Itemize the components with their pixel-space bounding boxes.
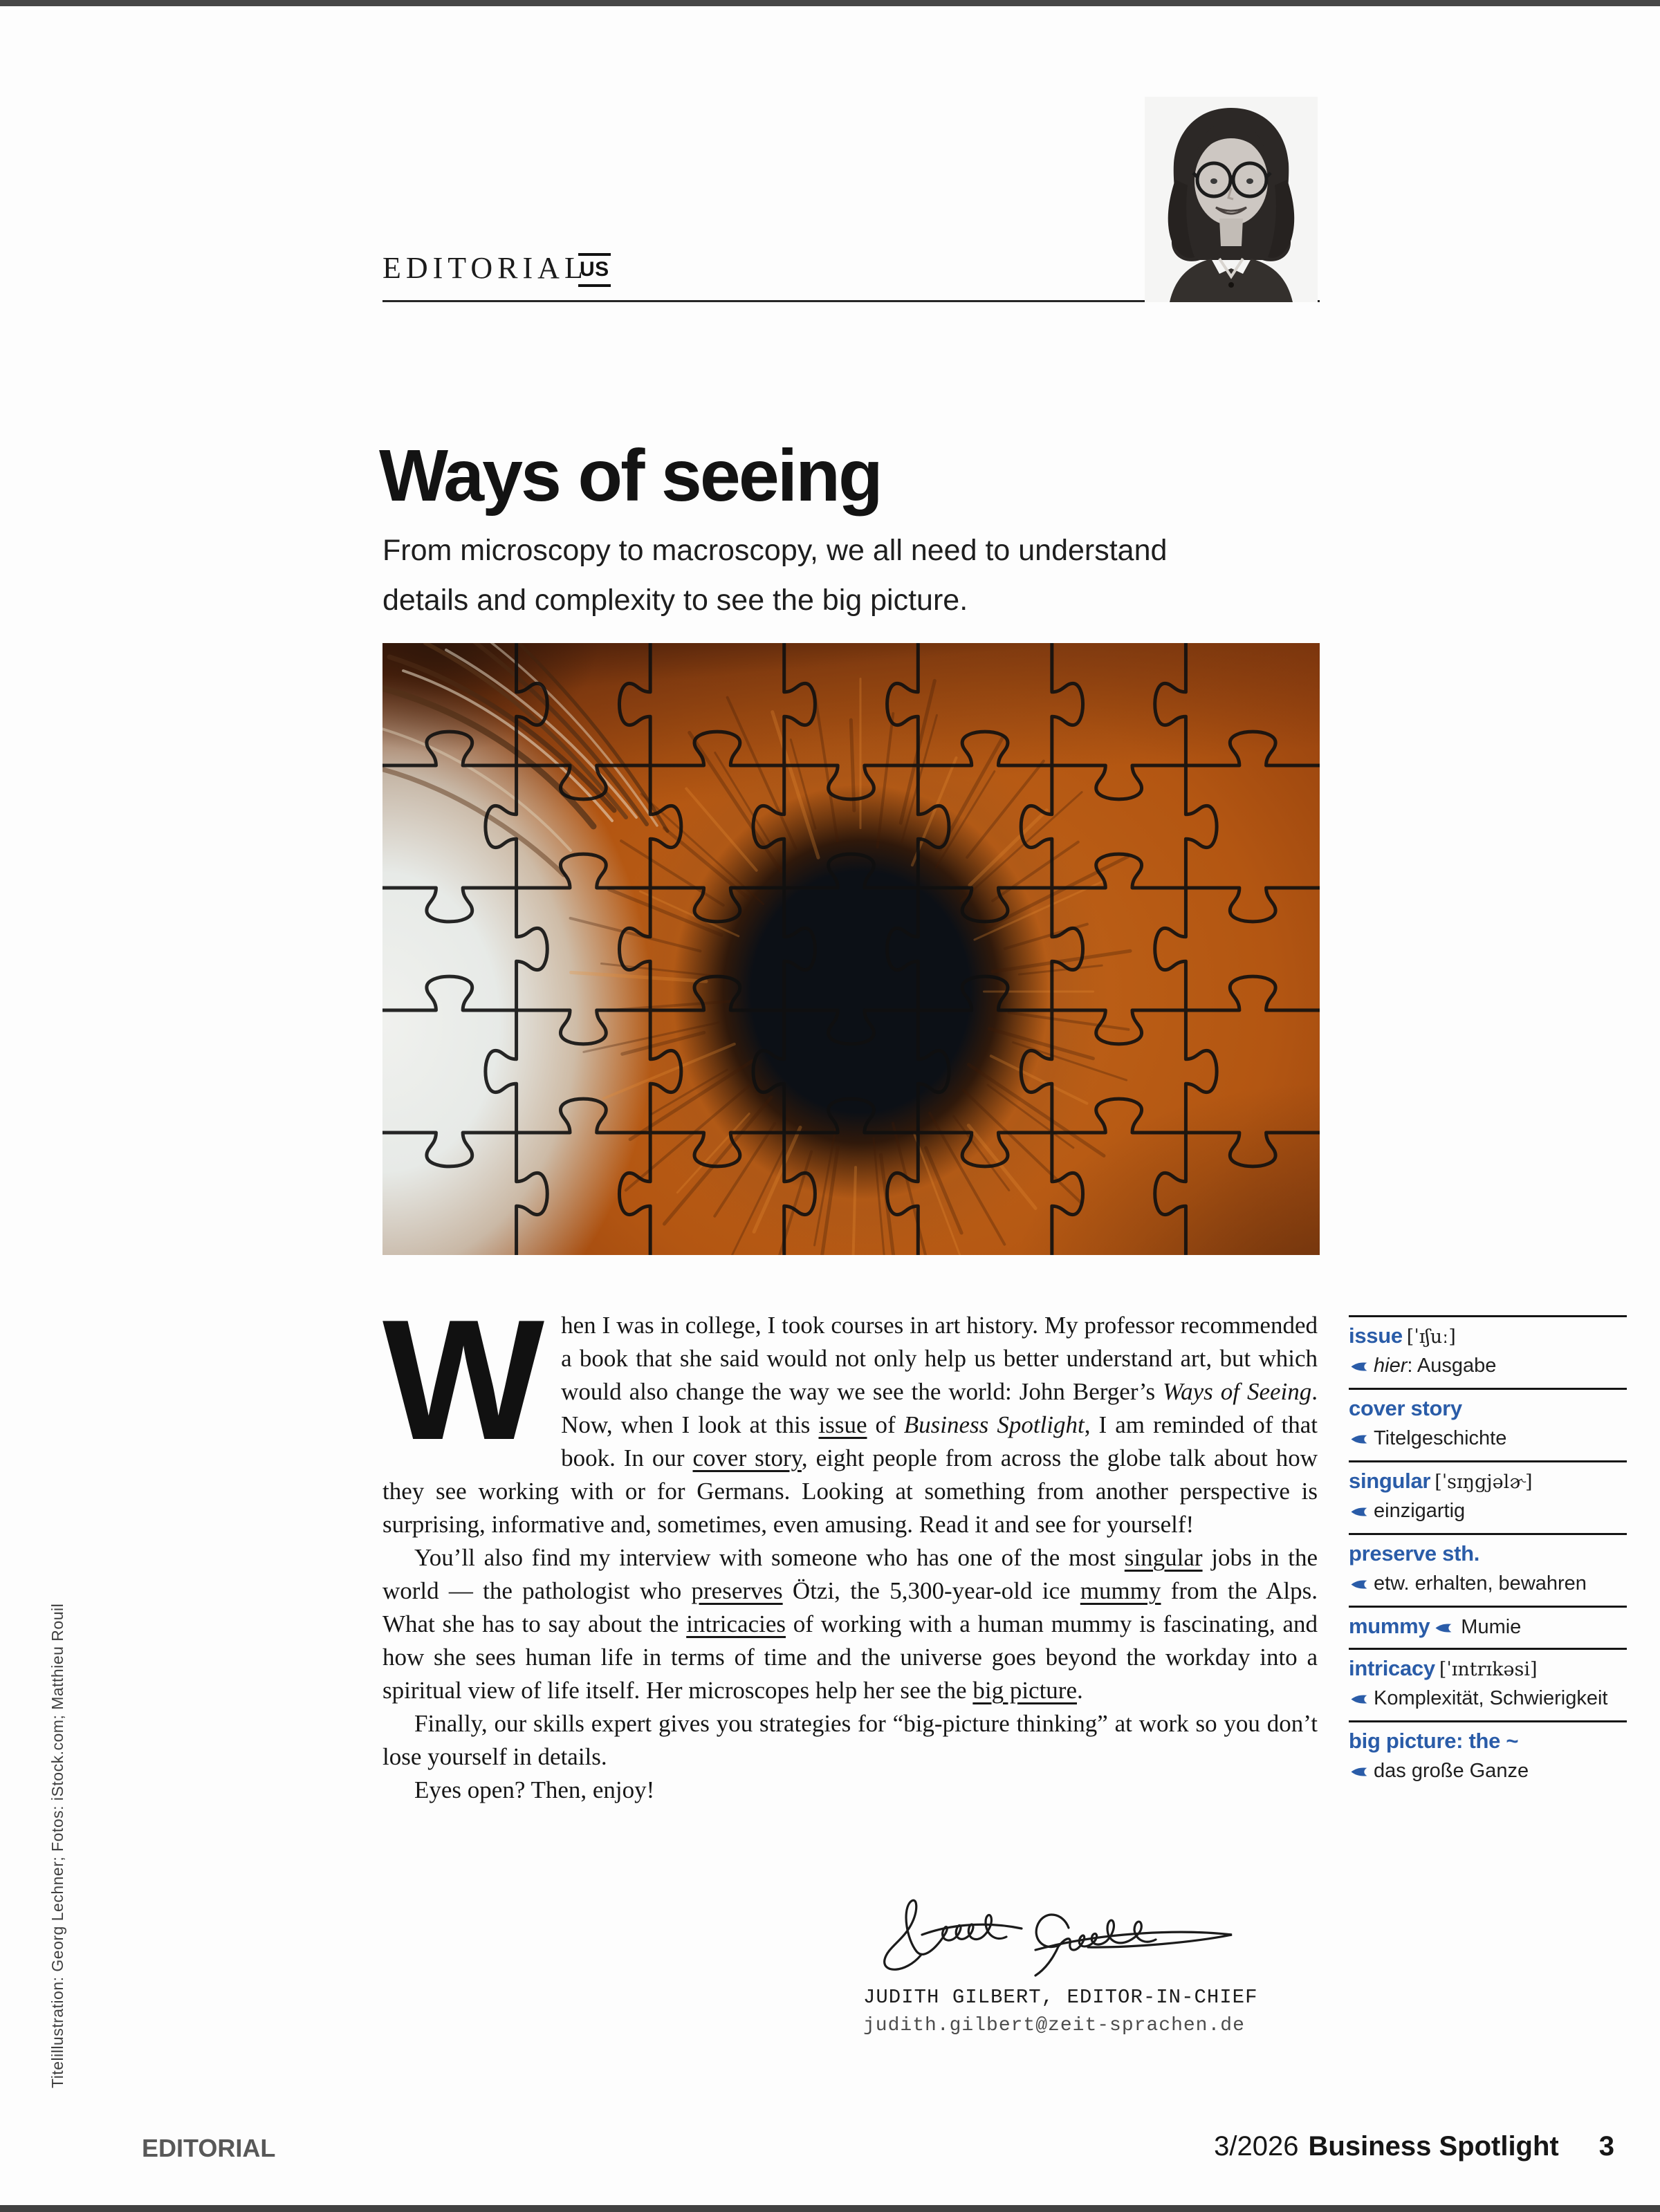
page-edge-top bbox=[0, 0, 1660, 6]
translation-arrow-icon bbox=[1435, 1623, 1452, 1633]
footer-issue-number: 3/2026 bbox=[1214, 2131, 1299, 2162]
vocab-phonetic: [ˈɪntrɪkəsi] bbox=[1439, 1659, 1538, 1680]
paragraph-1-text: hen I was in college, I took courses in art history. My professor recommended a book that she said would not only help us better understand art, but which would also change the way we see the world: John Berger’s Ways of Seeing. Now, when I look at this issue of Business Spotlight, I am reminded of that book. In our cover story, eight people from across the globe talk about how they see working with or for Germans. Looking at something from another perspective is surprising, informative and, sometimes, even amusing. Read it and see for yourself! bbox=[382, 1312, 1318, 1538]
portrait-illustration bbox=[1145, 97, 1318, 302]
section-label: EDITORIAL bbox=[382, 251, 588, 285]
paragraph-3: Finally, our skills expert gives you strategies for “big-picture thinking” at work so you don’t lose yourself in details. bbox=[382, 1710, 1318, 1770]
vocab-term: singular bbox=[1349, 1469, 1431, 1493]
footer-page-number: 3 bbox=[1598, 2131, 1614, 2162]
footer-issue-info bbox=[1214, 2131, 1614, 2162]
vocab-definition: Titelgeschichte bbox=[1349, 1426, 1627, 1451]
vocab-term: mummy bbox=[1349, 1614, 1430, 1638]
vocab-definition: Mumie bbox=[1461, 1616, 1522, 1638]
translation-arrow-icon bbox=[1350, 1694, 1368, 1704]
signature-drawing bbox=[840, 1875, 1255, 1979]
vocab-phonetic: [ˈɪʃuː] bbox=[1406, 1326, 1456, 1348]
vocab-entry-intricacy bbox=[1349, 1648, 1627, 1720]
vocab-entry-mummy bbox=[1349, 1606, 1627, 1648]
vocab-term: cover story bbox=[1349, 1396, 1462, 1420]
vocab-entry-preserve bbox=[1349, 1533, 1627, 1606]
vocab-phonetic: [ˈsɪŋgjəlɚ] bbox=[1435, 1471, 1533, 1493]
vocab-definition: das große Ganze bbox=[1349, 1758, 1627, 1784]
photo-credits: Titelillustration: Georg Lechner; Fotos: iStock.com; Matthieu Rouil bbox=[48, 1603, 66, 2088]
translation-arrow-icon bbox=[1350, 1361, 1368, 1372]
paragraph-2: You’ll also find my interview with someone who has one of the most singular jobs in the world — the pathologist who preserves Ötzi, the 5,300-year-old ice mummy from the Alps. What she has to say about the intricacies of working with a human mummy is fascinating, and how she sees human life in terms of time and the universe goes beyond the workday into a spiritual view of life itself. Her microscopes help her see the big picture. bbox=[382, 1544, 1318, 1704]
vocab-definition: einzigartig bbox=[1349, 1498, 1627, 1524]
email-address[interactable]: judith.gilbert@zeit-sprachen.de bbox=[863, 2015, 1245, 2036]
byline: JUDITH GILBERT, EDITOR-IN-CHIEF bbox=[863, 1986, 1258, 2009]
signature bbox=[840, 1875, 1255, 1979]
dropcap: W bbox=[382, 1283, 545, 1476]
translation-arrow-icon bbox=[1350, 1767, 1368, 1777]
eye-puzzle-photo bbox=[382, 643, 1320, 1255]
paragraph-4: Eyes open? Then, enjoy! bbox=[414, 1776, 655, 1803]
language-badge-us: US bbox=[578, 253, 611, 287]
vocab-definition: Komplexität, Schwierigkeit bbox=[1349, 1686, 1627, 1711]
vocab-entry-issue bbox=[1349, 1315, 1627, 1388]
editor-portrait-photo bbox=[1145, 97, 1318, 302]
translation-arrow-icon bbox=[1350, 1434, 1368, 1444]
footer-magazine-name: Business Spotlight bbox=[1308, 2131, 1559, 2162]
vocab-term: intricacy bbox=[1349, 1656, 1435, 1680]
vocab-entry-singular bbox=[1349, 1460, 1627, 1533]
article-title: Ways of seeing bbox=[379, 435, 881, 517]
translation-arrow-icon bbox=[1350, 1507, 1368, 1517]
puzzle-overlay bbox=[382, 643, 1320, 1255]
vocab-term: big picture: the ~ bbox=[1349, 1729, 1519, 1753]
article-subtitle: From microscopy to macroscopy, we all need to understand details and complexity to see the big picture. bbox=[382, 534, 1168, 617]
vocab-definition: etw. erhalten, bewahren bbox=[1349, 1571, 1627, 1597]
article-body bbox=[382, 1283, 1318, 1807]
vocab-entry-cover-story bbox=[1349, 1388, 1627, 1460]
vocab-entry-big-picture bbox=[1349, 1720, 1627, 1793]
page-edge-bottom bbox=[0, 2205, 1660, 2212]
footer-section-label: EDITORIAL bbox=[142, 2134, 276, 2162]
vocabulary-sidebar bbox=[1349, 1315, 1627, 1793]
vocab-term: preserve sth. bbox=[1349, 1541, 1480, 1565]
paragraph-1 bbox=[382, 1283, 1318, 1541]
vocab-definition: hier: Ausgabe bbox=[1349, 1353, 1627, 1379]
vocab-term: issue bbox=[1349, 1323, 1403, 1348]
translation-arrow-icon bbox=[1350, 1579, 1368, 1590]
